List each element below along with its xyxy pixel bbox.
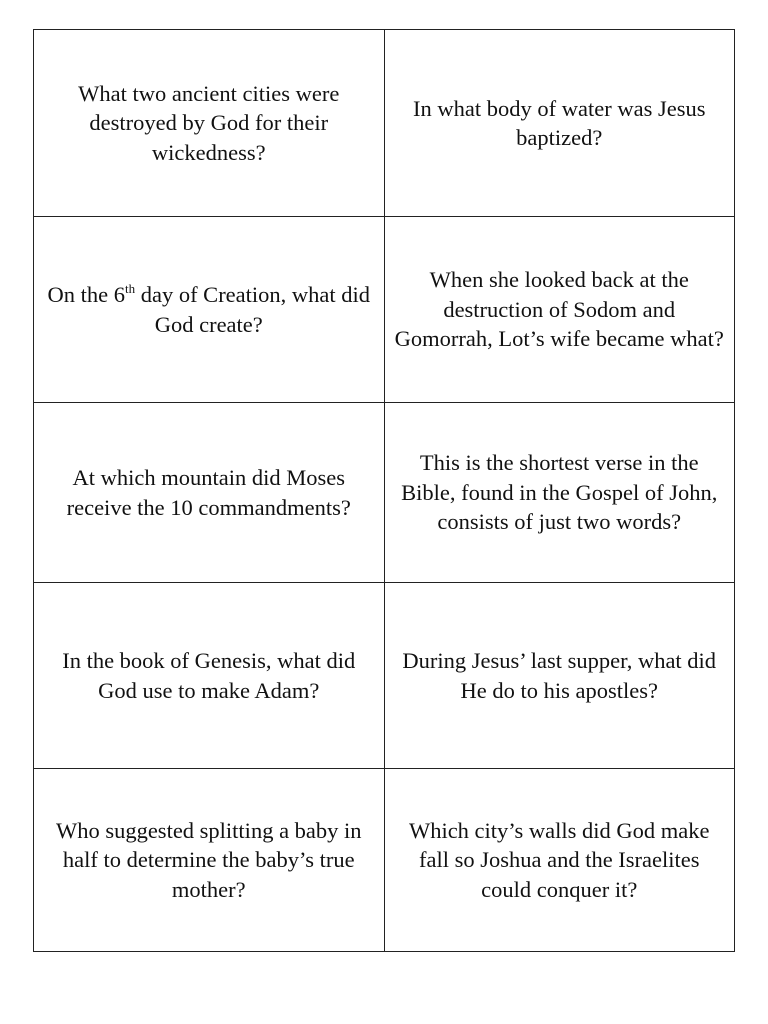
question-text: Who suggested splitting a baby in half to determine the baby’s true mother?	[55, 817, 362, 902]
question-text-part: day of Creation, what did God create?	[135, 282, 371, 337]
card-row	[34, 403, 735, 583]
question-card	[34, 583, 385, 769]
question-card	[34, 403, 385, 583]
question-text: What two ancient cities were destroyed by God for their wickedness?	[78, 80, 340, 165]
question-card	[34, 30, 385, 217]
question-card	[34, 217, 385, 403]
card-row	[34, 217, 735, 403]
question-text: Which city’s walls did God make fall so Joshua and the Israelites could conquer it?	[408, 817, 710, 902]
question-text: During Jesus’ last supper, what did He do to his apostles?	[402, 648, 717, 703]
question-card	[384, 769, 735, 952]
question-card	[384, 583, 735, 769]
question-card	[384, 403, 735, 583]
question-text-part: On the 6	[47, 282, 125, 307]
card-row	[34, 30, 735, 217]
question-card	[384, 217, 735, 403]
question-text: This is the shortest verse in the Bible, found in the Gospel of John, consists of just two words?	[401, 450, 718, 535]
question-text	[47, 282, 370, 337]
question-text: At which mountain did Moses receive the 10 commandments?	[66, 465, 351, 520]
card-row	[34, 583, 735, 769]
card-row	[34, 769, 735, 952]
question-card-grid	[33, 29, 735, 952]
question-text: In the book of Genesis, what did God use to make Adam?	[62, 648, 356, 703]
question-card	[384, 30, 735, 217]
ordinal-superscript: th	[124, 280, 136, 296]
question-card	[34, 769, 385, 952]
question-text: In what body of water was Jesus baptized?	[413, 95, 706, 150]
question-text: When she looked back at the destruction of Sodom and Gomorrah, Lot’s wife became what?	[394, 267, 724, 352]
